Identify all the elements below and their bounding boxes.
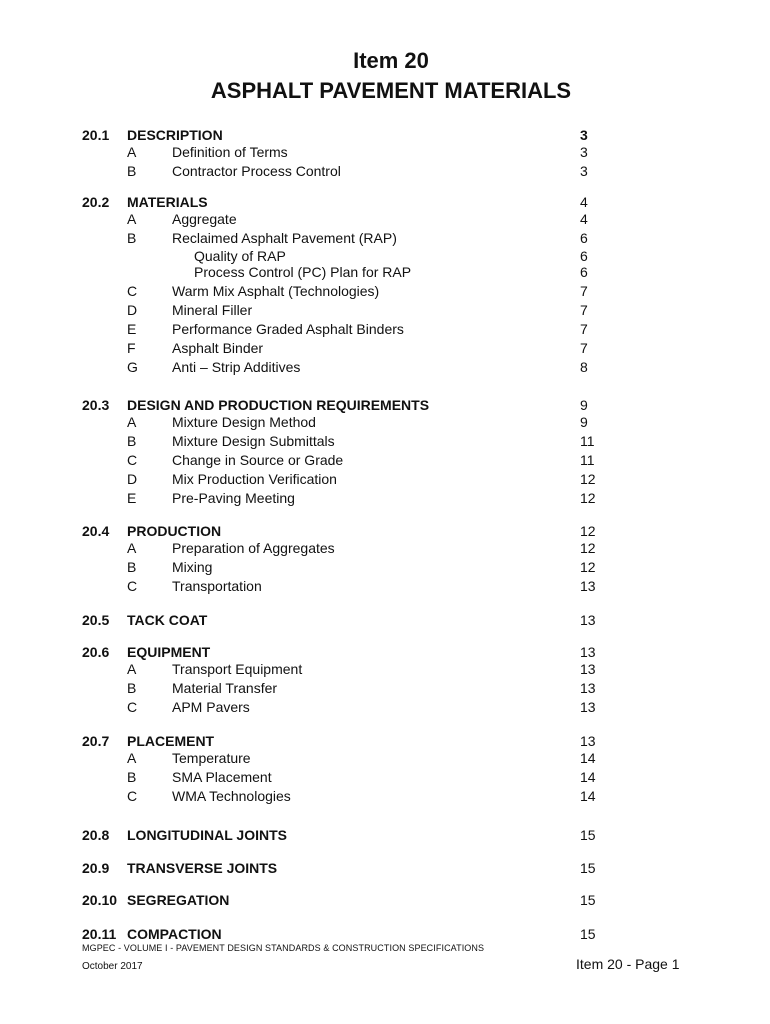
footer-page-number: Item 20 - Page 1 <box>576 956 680 972</box>
toc-section-row <box>0 926 770 943</box>
item-page: 6 <box>580 230 588 246</box>
toc-item-row <box>0 540 770 557</box>
item-page: 7 <box>580 283 588 299</box>
item-page: 3 <box>580 163 588 179</box>
item-page: 11 <box>580 433 595 449</box>
item-letter: A <box>127 540 137 556</box>
toc-section-row <box>0 827 770 844</box>
section-page: 13 <box>580 733 596 749</box>
item-label: SMA Placement <box>172 769 272 785</box>
toc-section-row <box>0 612 770 629</box>
toc-item-row <box>0 490 770 507</box>
item-letter: C <box>127 452 138 468</box>
item-page: 13 <box>580 680 596 696</box>
section-title: TACK COAT <box>127 612 208 628</box>
footer-publication: MGPEC - VOLUME I - PAVEMENT DESIGN STANDARDS & CONSTRUCTION SPECIFICATIONS <box>82 943 485 953</box>
item-label: Aggregate <box>172 211 237 227</box>
toc-section-row <box>0 194 770 211</box>
section-number: 20.1 <box>82 127 110 143</box>
toc-section-row <box>0 127 770 144</box>
item-label: Anti – Strip Additives <box>172 359 301 375</box>
item-page: 13 <box>580 699 596 715</box>
section-page: 13 <box>580 612 596 628</box>
item-page: 11 <box>580 452 595 468</box>
section-title: TRANSVERSE JOINTS <box>127 860 278 876</box>
toc-section-row <box>0 860 770 877</box>
item-letter: F <box>127 340 136 356</box>
item-label: Performance Graded Asphalt Binders <box>172 321 404 337</box>
section-number: 20.4 <box>82 523 110 539</box>
section-title: SEGREGATION <box>127 892 230 908</box>
section-title: COMPACTION <box>127 926 222 942</box>
item-letter: G <box>127 359 138 375</box>
item-label: Pre-Paving Meeting <box>172 490 295 506</box>
item-label: Change in Source or Grade <box>172 452 344 468</box>
subitem-label: Process Control (PC) Plan for RAP <box>194 264 412 280</box>
item-label: Mix Production Verification <box>172 471 337 487</box>
toc-item-row <box>0 211 770 228</box>
item-letter: B <box>127 230 137 246</box>
footer-date: October 2017 <box>82 961 143 972</box>
item-letter: B <box>127 163 137 179</box>
section-page: 12 <box>580 523 596 539</box>
item-label: Temperature <box>172 750 251 766</box>
section-page: 15 <box>580 860 596 876</box>
item-page: 4 <box>580 211 588 227</box>
item-letter: A <box>127 414 137 430</box>
toc-item-row <box>0 769 770 786</box>
section-page: 3 <box>580 127 588 143</box>
toc-section-row <box>0 397 770 414</box>
item-label: Warm Mix Asphalt (Technologies) <box>172 283 380 299</box>
item-page: 13 <box>580 578 596 594</box>
section-page: 9 <box>580 397 588 413</box>
item-letter: B <box>127 769 137 785</box>
item-letter: A <box>127 144 137 160</box>
section-title: DESCRIPTION <box>127 127 223 143</box>
section-page: 13 <box>580 644 596 660</box>
toc-item-row <box>0 471 770 488</box>
section-number: 20.5 <box>82 612 110 628</box>
item-label: Material Transfer <box>172 680 278 696</box>
item-letter: A <box>127 750 137 766</box>
item-label: WMA Technologies <box>172 788 291 804</box>
toc-section-row <box>0 733 770 750</box>
section-page: 4 <box>580 194 588 210</box>
item-label: Transportation <box>172 578 262 594</box>
item-page: 12 <box>580 559 596 575</box>
item-label: Definition of Terms <box>172 144 288 160</box>
toc-item-row <box>0 340 770 357</box>
toc-subitem-row <box>0 264 770 281</box>
section-number: 20.10 <box>82 892 118 908</box>
item-letter: E <box>127 490 137 506</box>
toc-item-row <box>0 750 770 767</box>
item-page: 7 <box>580 302 588 318</box>
toc-item-row <box>0 452 770 469</box>
item-letter: E <box>127 321 137 337</box>
item-label: Mixing <box>172 559 213 575</box>
item-page: 7 <box>580 340 588 356</box>
toc-item-row <box>0 788 770 805</box>
item-label: Transport Equipment <box>172 661 303 677</box>
item-letter: D <box>127 471 138 487</box>
section-page: 15 <box>580 892 596 908</box>
toc-item-row <box>0 302 770 319</box>
section-title: EQUIPMENT <box>127 644 211 660</box>
item-label: Reclaimed Asphalt Pavement (RAP) <box>172 230 397 246</box>
toc-item-row <box>0 283 770 300</box>
item-number: Item 20 <box>353 48 429 73</box>
item-letter: A <box>127 661 137 677</box>
toc-section-row <box>0 892 770 909</box>
item-page: 12 <box>580 540 596 556</box>
section-number: 20.11 <box>82 926 117 942</box>
toc-item-row <box>0 699 770 716</box>
item-label: Contractor Process Control <box>172 163 341 179</box>
item-page: 12 <box>580 471 596 487</box>
section-number: 20.9 <box>82 860 110 876</box>
toc-item-row <box>0 144 770 161</box>
section-title: MATERIALS <box>127 194 208 210</box>
item-letter: C <box>127 578 138 594</box>
item-letter: B <box>127 433 137 449</box>
toc-item-row <box>0 414 770 431</box>
item-letter: C <box>127 283 138 299</box>
item-page: 3 <box>580 144 588 160</box>
toc-item-row <box>0 559 770 576</box>
toc-section-row <box>0 644 770 661</box>
section-title: PRODUCTION <box>127 523 222 539</box>
section-number: 20.7 <box>82 733 110 749</box>
item-letter: B <box>127 680 137 696</box>
section-number: 20.6 <box>82 644 110 660</box>
section-number: 20.8 <box>82 827 110 843</box>
toc-item-row <box>0 661 770 678</box>
section-title: LONGITUDINAL JOINTS <box>127 827 287 843</box>
item-page: 14 <box>580 750 596 766</box>
section-number: 20.3 <box>82 397 110 413</box>
section-title: PLACEMENT <box>127 733 215 749</box>
toc-item-row <box>0 163 770 180</box>
subitem-page: 6 <box>580 248 588 264</box>
subitem-page: 6 <box>580 264 588 280</box>
item-letter: A <box>127 211 137 227</box>
toc-item-row <box>0 433 770 450</box>
item-page: 14 <box>580 769 596 785</box>
item-page: 7 <box>580 321 588 337</box>
section-page: 15 <box>580 926 596 942</box>
toc-item-row <box>0 321 770 338</box>
item-page: 14 <box>580 788 596 804</box>
section-title: DESIGN AND PRODUCTION REQUIREMENTS <box>127 397 430 413</box>
page-title: ASPHALT PAVEMENT MATERIALS <box>210 78 572 103</box>
toc-item-row <box>0 359 770 376</box>
toc-item-row <box>0 230 770 247</box>
section-number: 20.2 <box>82 194 110 210</box>
toc-subitem-row <box>0 248 770 265</box>
item-label: Mixture Design Method <box>172 414 316 430</box>
item-page: 13 <box>580 661 596 677</box>
item-page: 9 <box>580 414 588 430</box>
item-page: 8 <box>580 359 588 375</box>
item-label: Asphalt Binder <box>172 340 264 356</box>
item-page: 12 <box>580 490 596 506</box>
item-letter: B <box>127 559 137 575</box>
subitem-label: Quality of RAP <box>194 248 286 264</box>
item-label: Mixture Design Submittals <box>172 433 335 449</box>
item-letter: D <box>127 302 138 318</box>
toc-section-row <box>0 523 770 540</box>
section-page: 15 <box>580 827 596 843</box>
item-label: APM Pavers <box>172 699 250 715</box>
item-label: Mineral Filler <box>172 302 253 318</box>
item-label: Preparation of Aggregates <box>172 540 335 556</box>
toc-item-row <box>0 680 770 697</box>
item-letter: C <box>127 699 138 715</box>
toc-item-row <box>0 578 770 595</box>
item-letter: C <box>127 788 138 804</box>
